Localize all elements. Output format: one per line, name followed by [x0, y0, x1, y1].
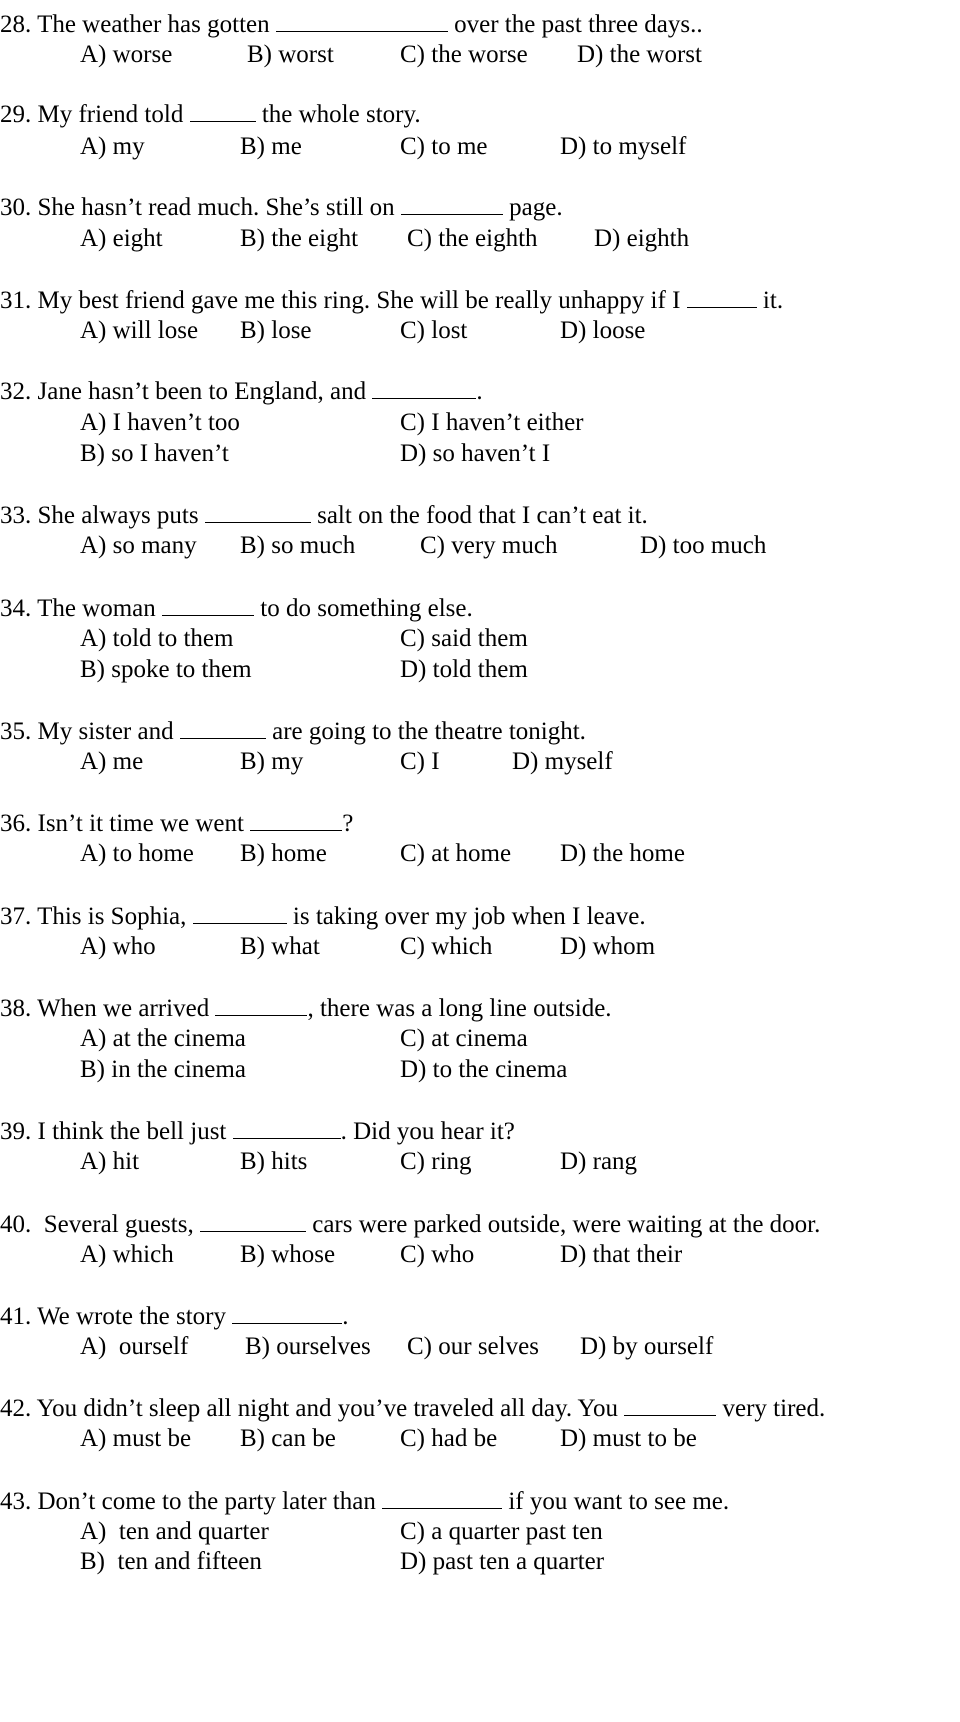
- question-text-end: ?: [342, 810, 354, 837]
- question-text-end: is taking over my job when I leave.: [292, 903, 646, 930]
- question-text-end: if you want to see me.: [508, 1488, 730, 1515]
- question-number: 30.: [0, 194, 32, 221]
- question-text: The weather has gotten: [37, 11, 270, 38]
- answer-option: C) very much: [420, 532, 558, 559]
- answer-option: A) which: [80, 1241, 174, 1268]
- question-text: When we arrived: [37, 995, 210, 1022]
- answer-option: B) spoke to them: [80, 656, 252, 683]
- answer-option: C) at cinema: [400, 1025, 528, 1052]
- answer-option: C) lost: [400, 317, 468, 344]
- answer-blank: [401, 192, 503, 215]
- answer-option: A) I haven’t too: [80, 409, 240, 436]
- question-text: You didn’t sleep all night and you’ve traveled all day. You: [36, 1395, 618, 1422]
- answer-option: C) I: [400, 748, 440, 775]
- question-text-end: , there was a long line outside.: [307, 995, 612, 1022]
- question-number: 29.: [0, 101, 32, 128]
- answer-option: D) eighth: [594, 225, 690, 252]
- question-text-end: page.: [509, 194, 563, 221]
- question-text: My sister and: [37, 718, 174, 745]
- question-number: 36.: [0, 810, 32, 837]
- answer-option: D) the worst: [577, 41, 702, 68]
- answer-option: B) so I haven’t: [80, 440, 229, 467]
- answer-option: A) must be: [80, 1425, 192, 1452]
- answer-option: B) whose: [240, 1241, 336, 1268]
- question-number: 39.: [0, 1118, 32, 1145]
- answer-option: D) to myself: [560, 133, 687, 160]
- question-text-end: the whole story.: [261, 101, 421, 128]
- answer-blank: [190, 99, 256, 122]
- answer-blank: [276, 9, 448, 32]
- answer-option: A) me: [80, 748, 144, 775]
- answer-option: A) told to them: [80, 625, 234, 652]
- answer-option: D) by ourself: [580, 1333, 714, 1360]
- answer-option: C) to me: [400, 133, 488, 160]
- answer-option: D) too much: [640, 532, 767, 559]
- answer-option: C) a quarter past ten: [400, 1518, 603, 1545]
- answer-option: A) ourself: [80, 1333, 189, 1360]
- answer-blank: [382, 1486, 502, 1509]
- answer-blank: [233, 1116, 341, 1139]
- question-42: [0, 1393, 825, 1424]
- answer-option: A) who: [80, 933, 156, 960]
- answer-option: A) to home: [80, 840, 194, 867]
- answer-option: B) my: [240, 748, 304, 775]
- question-number: 34.: [0, 595, 32, 622]
- answer-blank: [232, 1301, 342, 1324]
- answer-option: B) the eight: [240, 225, 359, 252]
- question-number: 43.: [0, 1488, 32, 1515]
- answer-option: D) rang: [560, 1148, 638, 1175]
- question-number: 28.: [0, 11, 32, 38]
- question-text-end: salt on the food that I can’t eat it.: [317, 502, 648, 529]
- question-text: Don’t come to the party later than: [37, 1488, 376, 1515]
- question-text: Several guests,: [37, 1211, 194, 1238]
- question-text-end: .: [476, 378, 483, 405]
- question-29: [0, 99, 421, 130]
- question-number: 31.: [0, 287, 32, 314]
- question-number: 40.: [0, 1211, 32, 1238]
- answer-option: B) hits: [240, 1148, 308, 1175]
- answer-option: B) so much: [240, 532, 356, 559]
- question-28: [0, 9, 703, 40]
- answer-option: A) hit: [80, 1148, 140, 1175]
- question-text: The woman: [37, 595, 156, 622]
- answer-option: B) ourselves: [245, 1333, 371, 1360]
- answer-option: B) lose: [240, 317, 312, 344]
- answer-option: D) past ten a quarter: [400, 1548, 605, 1575]
- answer-option: C) our selves: [407, 1333, 539, 1360]
- answer-option: B) me: [240, 133, 302, 160]
- question-text: My friend told: [37, 101, 184, 128]
- answer-blank: [687, 285, 757, 308]
- question-text: Isn’t it time we went: [37, 810, 244, 837]
- answer-option: A) my: [80, 133, 145, 160]
- answer-blank: [215, 993, 307, 1016]
- answer-option: C) who: [400, 1241, 475, 1268]
- answer-option: C) which: [400, 933, 493, 960]
- answer-option: A) so many: [80, 532, 197, 559]
- answer-blank: [180, 716, 266, 739]
- answer-option: D) to the cinema: [400, 1056, 568, 1083]
- answer-option: D) so haven’t I: [400, 440, 551, 467]
- question-text: We wrote the story: [37, 1303, 226, 1330]
- question-text-end: very tired.: [722, 1395, 826, 1422]
- answer-option: A) will lose: [80, 317, 199, 344]
- question-text: I think the bell just: [37, 1118, 227, 1145]
- question-number: 32.: [0, 378, 32, 405]
- answer-option: D) must to be: [560, 1425, 697, 1452]
- question-39: [0, 1116, 515, 1147]
- question-text-end: . Did you hear it?: [340, 1118, 515, 1145]
- question-43: [0, 1486, 729, 1517]
- answer-option: C) I haven’t either: [400, 409, 584, 436]
- answer-option: C) the worse: [400, 41, 528, 68]
- answer-option: D) the home: [560, 840, 685, 867]
- answer-option: C) had be: [400, 1425, 498, 1452]
- question-text: My best friend gave me this ring. She will be really unhappy if I: [37, 287, 681, 314]
- question-38: [0, 993, 612, 1024]
- answer-option: B) can be: [240, 1425, 336, 1452]
- question-37: [0, 901, 646, 932]
- question-text-end: over the past three days..: [454, 11, 703, 38]
- question-text: She always puts: [37, 502, 199, 529]
- answer-blank: [200, 1209, 306, 1232]
- answer-option: A) at the cinema: [80, 1025, 246, 1052]
- question-text: Jane hasn’t been to England, and: [37, 378, 367, 405]
- answer-blank: [205, 500, 311, 523]
- question-number: 37.: [0, 903, 32, 930]
- answer-option: C) ring: [400, 1148, 472, 1175]
- question-number: 33.: [0, 502, 32, 529]
- question-text-end: to do something else.: [260, 595, 473, 622]
- answer-option: D) told them: [400, 656, 528, 683]
- question-34: [0, 593, 473, 624]
- question-41: [0, 1301, 348, 1332]
- answer-option: C) the eighth: [407, 225, 538, 252]
- answer-blank: [250, 808, 342, 831]
- answer-option: C) at home: [400, 840, 512, 867]
- answer-option: A) eight: [80, 225, 163, 252]
- answer-blank: [162, 593, 254, 616]
- answer-option: C) said them: [400, 625, 528, 652]
- question-text-end: are going to the theatre tonight.: [272, 718, 586, 745]
- question-35: [0, 716, 586, 747]
- question-32: [0, 376, 483, 407]
- answer-option: A) worse: [80, 41, 173, 68]
- question-number: 35.: [0, 718, 32, 745]
- answer-option: B) what: [240, 933, 320, 960]
- answer-option: D) whom: [560, 933, 656, 960]
- question-36: [0, 808, 353, 839]
- question-33: [0, 500, 648, 531]
- answer-blank: [624, 1393, 716, 1416]
- answer-option: D) that their: [560, 1241, 683, 1268]
- answer-option: B) home: [240, 840, 327, 867]
- question-text: This is Sophia,: [37, 903, 187, 930]
- answer-option: A) ten and quarter: [80, 1518, 269, 1545]
- question-text-end: .: [342, 1303, 349, 1330]
- question-number: 38.: [0, 995, 32, 1022]
- answer-option: B) in the cinema: [80, 1056, 246, 1083]
- question-30: [0, 192, 563, 223]
- answer-option: D) myself: [512, 748, 613, 775]
- answer-option: B) ten and fifteen: [80, 1548, 262, 1575]
- question-number: 42.: [0, 1395, 32, 1422]
- question-31: [0, 285, 783, 316]
- question-text-end: cars were parked outside, were waiting at the door.: [312, 1211, 821, 1238]
- answer-option: B) worst: [247, 41, 334, 68]
- question-text-end: it.: [762, 287, 784, 314]
- answer-option: D) loose: [560, 317, 646, 344]
- answer-blank: [372, 376, 476, 399]
- question-number: 41.: [0, 1303, 32, 1330]
- answer-blank: [193, 901, 287, 924]
- question-40: [0, 1209, 820, 1240]
- question-text: She hasn’t read much. She’s still on: [37, 194, 395, 221]
